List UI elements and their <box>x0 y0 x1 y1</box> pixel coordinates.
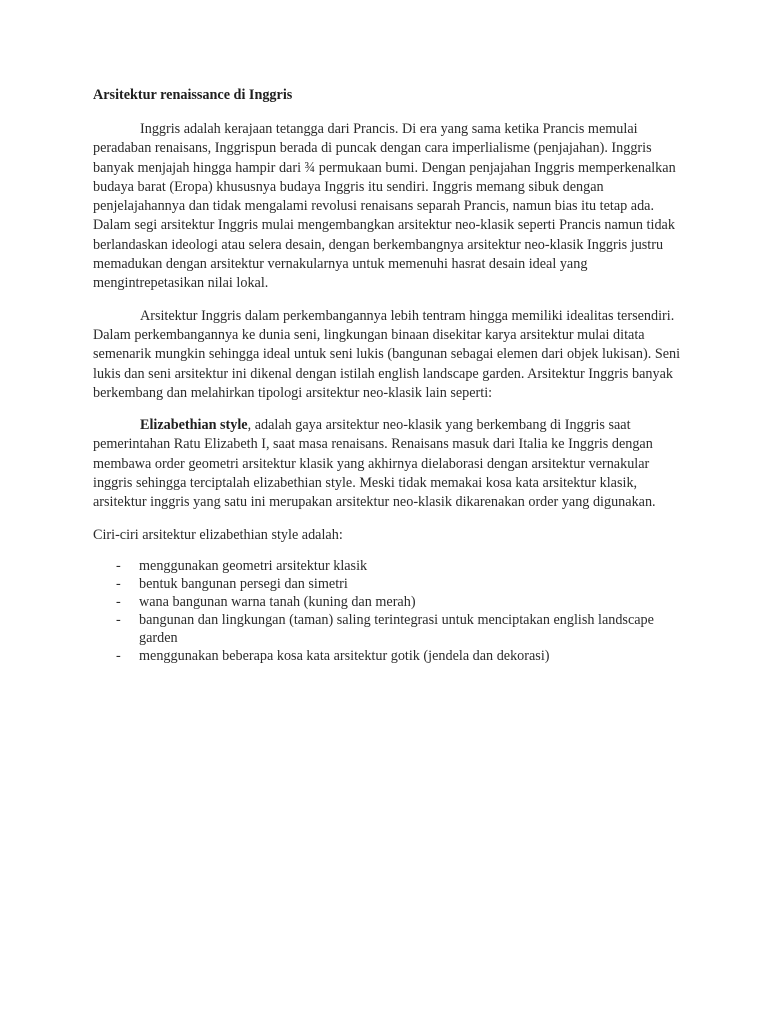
document-title: Arsitektur renaissance di Inggris <box>93 87 293 103</box>
list-item-text: menggunakan beberapa kosa kata arsitektur gotik (jendela dan dekorasi) <box>139 647 550 664</box>
list-item <box>93 557 683 575</box>
term-elizabethian-style: Elizabethian style <box>140 417 248 434</box>
list-item <box>93 593 683 611</box>
bullet-dash: - <box>116 647 121 664</box>
feature-list <box>93 557 683 665</box>
bullet-dash: - <box>116 575 121 592</box>
bullet-dash: - <box>116 611 121 628</box>
list-item-text: menggunakan geometri arsitektur klasik <box>139 557 368 574</box>
list-item-text: wana bangunan warna tanah (kuning dan merah) <box>139 593 416 610</box>
list-item <box>93 575 683 593</box>
paragraph-intro-inggris: Inggris adalah kerajaan tetangga dari Prancis. Di era yang sama ketika Prancis memulai peradaban renaisans, Inggrispun berada di puncak dengan cara imperlialisme (penjajahan). Inggris banyak menjajah hingga hampir dari ¾ permukaan bumi. Dengan penjajahan Inggris memperkenalkan budaya barat (Eropa) khususnya budaya Inggris itu sendiri. Inggris memang sibuk dengan penjelajahannya dan tidak mengalami revolusi renaisans separah Prancis, namun bias itu tetap ada. Dalam segi arsitektur Inggris mulai mengembangkan arsitektur neo-klasik seperti Prancis namun tidak berlandaskan ideologi atau selera desain, dengan berkembangnya arsitektur neo-klasik Inggris justru memadukan dengan arsitektur vernakularnya untuk memenuhi hasrat desain ideal yang mengintrepetasikan nilai lokal. <box>93 121 676 292</box>
paragraph-elizabethian-body: , adalah gaya arsitektur neo-klasik yang berkembang di Inggris saat pemerintahan Ratu Elizabeth I, saat masa renaisans. Renaisans masuk dari Italia ke Inggris dengan membawa order geometri arsitektur klasik yang akhirnya dielaborasi dengan arsitektur vernakular inggris sehingga terciptalah elizabethian style. Meski tidak memakai kosa kata arsitektur klasik, arsitektur inggris yang satu ini merupakan arsitektur neo-klasik dikarenakan order yang digunakan. <box>93 417 656 511</box>
list-item-text: bentuk bangunan persegi dan simetri <box>139 575 348 592</box>
list-item <box>93 611 683 647</box>
list-item <box>93 647 683 665</box>
list-item-text: bangunan dan lingkungan (taman) saling terintegrasi untuk menciptakan english landscape garden <box>139 611 654 646</box>
list-intro: Ciri-ciri arsitektur elizabethian style adalah: <box>93 526 343 543</box>
bullet-dash: - <box>116 593 121 610</box>
document-page <box>93 86 683 665</box>
paragraph-landscape-garden: Arsitektur Inggris dalam perkembangannya lebih tentram hingga memiliki idealitas tersendiri. Dalam perkembangannya ke dunia seni, lingkungan binaan disekitar karya arsitektur mulai ditata semenarik mungkin sehingga ideal untuk seni lukis (bangunan sebagai elemen dari objek lukisan). Seni lukis dan seni arsitektur ini dikenal dengan istilah english landscape garden. Arsitektur Inggris banyak berkembang dan melahirkan tipologi arsitektur neo-klasik lain seperti: <box>93 307 681 401</box>
paragraph-elizabethian-style <box>93 416 683 512</box>
bullet-dash: - <box>116 557 121 574</box>
